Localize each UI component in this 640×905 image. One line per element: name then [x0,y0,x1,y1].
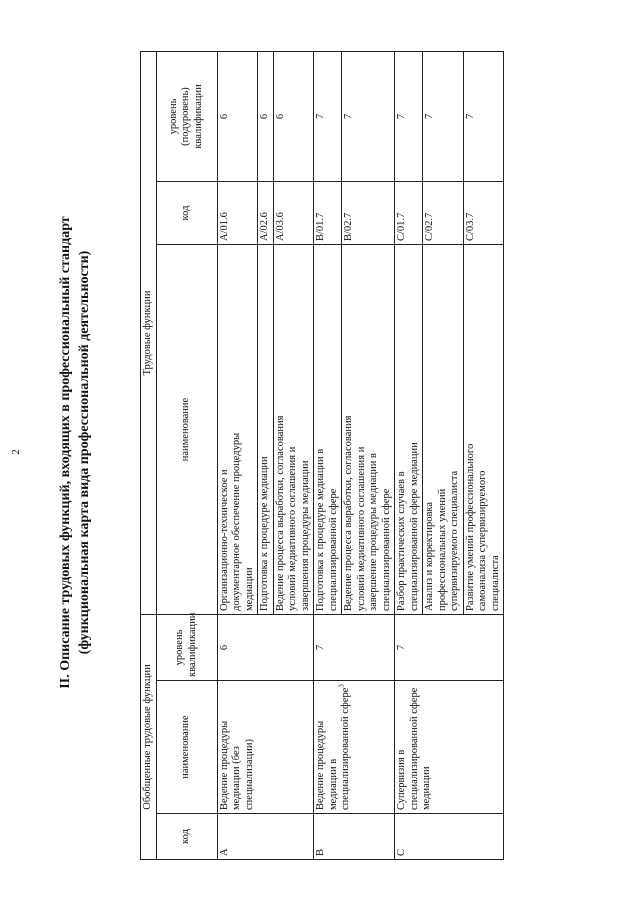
heading-line-1: II. Описание трудовых функций, входящих в профессиональный стандарт [58,216,73,689]
generalized-functions-header: Обобщенные трудовые функции [141,615,157,860]
group-name-b [314,681,395,814]
function-name: Ведение процесса выработки, согласования условий медиативного соглашения и завершения процедуры медиации [273,245,314,615]
header-row-1 [141,51,157,859]
group-code-a: A [217,814,314,860]
labor-functions-header: Трудовые функции [141,51,157,614]
function-name: Организационно-техническое и документарное обеспечение процедуры медиации [217,245,258,615]
group-name-a: Ведение процедуры медиации (без специализации) [217,681,314,814]
header-row-2 [156,51,217,859]
function-code: A/03.6 [273,182,314,245]
function-code: B/01.7 [314,182,342,245]
section-heading [56,0,94,905]
function-name: Разбор практических случаев в специализированной сфере медиации [395,245,423,615]
function-code: B/02.7 [342,182,395,245]
functional-map-table [140,51,504,860]
function-name: Подготовка к процедуре медиации [258,245,274,615]
name-header: наименование [156,681,217,814]
group-level-a: 6 [217,615,314,681]
function-level: 6 [273,51,314,181]
function-level-header: уровень (подуровень) квалификации [156,51,217,181]
function-level: 7 [423,51,464,181]
function-level: 6 [217,51,258,181]
function-code: C/01.7 [395,182,423,245]
function-level: 7 [463,51,504,181]
function-level: 7 [395,51,423,181]
function-code: A/02.6 [258,182,274,245]
level-header: уровень квалификации [156,615,217,681]
group-code-b: B [314,814,395,860]
page-number: 2 [10,449,22,455]
footnote-mark: 3 [337,684,346,688]
function-name: Анализ и корректировка профессиональных умений супервизируемого специалиста [423,245,464,615]
function-code: C/03.7 [463,182,504,245]
function-name: Ведение процесса выработки, согласования условий медиативного соглашения и завершение процедуры медиации в специализированной сфере [342,245,395,615]
function-level: 7 [342,51,395,181]
code-header: код [156,814,217,860]
group-name-b-text: Ведение процедуры медиации в специализированной сфере [315,687,351,810]
function-name: Подготовка к процедуре медиации в специализированной сфере [314,245,342,615]
function-code: C/02.7 [423,182,464,245]
group-level-c: 7 [395,615,504,681]
function-level: 7 [314,51,342,181]
function-name: Развитие умений профессионального самоанализа супервизируемого специалиста [463,245,504,615]
group-level-b: 7 [314,615,395,681]
heading-line-2: (функциональная карта вида профессиональной деятельности) [77,250,92,655]
table-row [314,51,342,859]
function-code-header: код [156,182,217,245]
group-name-c: Супервизия в специализированной сфере медиации [395,681,504,814]
function-name-header: наименование [156,245,217,615]
function-level: 6 [258,51,274,181]
table-row [217,51,258,859]
group-code-c: C [395,814,504,860]
table-row [395,51,423,859]
function-code: A/01.6 [217,182,258,245]
